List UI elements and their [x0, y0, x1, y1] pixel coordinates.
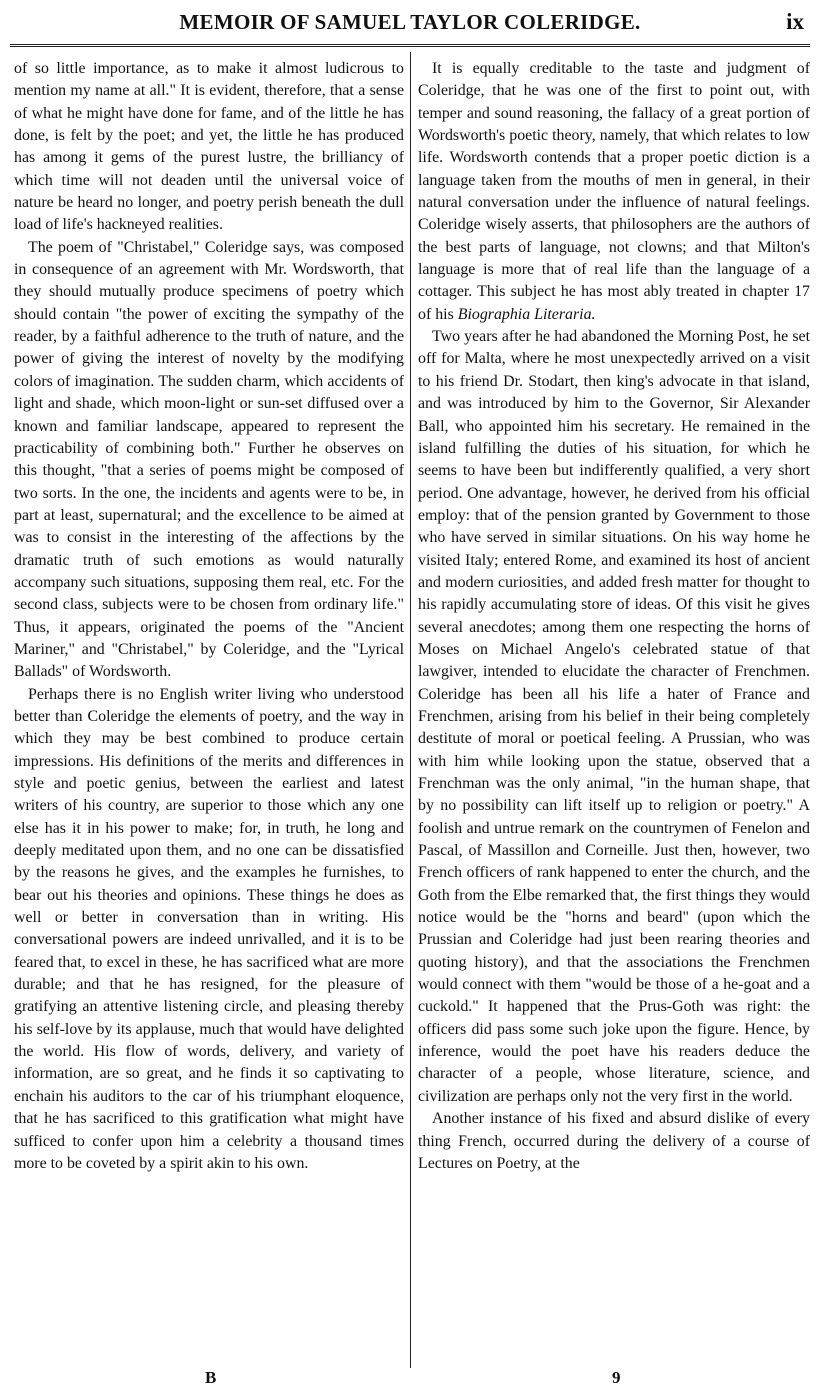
page-number: 9 [612, 1368, 621, 1387]
paragraph-dislike: Another instance of his fixed and absurd dislike of every thing French, occurred during the delivery of a course of Lectures on Poetry, at the [418, 1110, 810, 1172]
paragraph-christabel: The poem of "Christabel," Coleridge says, was composed in consequence of an agreement with Mr. Wordsworth, that they should mutually produce specimens of poetry which should contain "the power of exciting the sympathy of the reader, by a faithful adherence to the truth of nature, and the power of giving the interest of novelty by the modifying colors of imagination. The sudden charm, which accidents of light and shade, which moon-light or sun-set diffused over a known and familiar landscape, appeared to represent the practicability of combining both." Further he observes on this thought, "that a series of poems might be composed of two sorts. In the one, the incidents and agents were to be, in part at least, supernatural; and the excellence to be aimed at was to consist in the interesting of the affections by the dramatic truth of such emotions as would naturally accompany such situations, supposing them real, etc. For the second class, subjects were to be chosen from ordinary life." Thus, it appears, originated the poems of the "Ancient Mariner," and "Christabel," by Coleridge, and the "Lyrical Ballads" of Wordsworth. [14, 238, 404, 681]
column-divider [410, 52, 411, 1368]
paragraph-wordsworth-theory [418, 58, 810, 326]
right-column [418, 58, 810, 1368]
roman-page-number: ix [786, 9, 804, 34]
paragraph-text: It is equally creditable to the taste and judgment of Coleridge, that he was one of the first to point out, with temper and sound reasoning, the fallacy of a great portion of Wordsworth's poetic theory, namely, that which relates to low life. Wordsworth contends that a proper poetic diction is a language taken from the mouths of men in general, in their natural conversation under the influence of natural feelings. Coleridge wisely asserts, that philosophers are the authors of the best parts of language, not clowns; and that Milton's language is more that of real life than the language of a cottager. This subject he has most ably treated in chapter 17 of his [418, 60, 810, 323]
running-title: MEMOIR OF SAMUEL TAYLOR COLERIDGE. [179, 10, 641, 34]
header-rule [10, 44, 810, 47]
book-title-italic: Biographia Literaria. [457, 305, 596, 323]
signature-mark: B [205, 1368, 217, 1387]
paragraph-continued: of so little importance, as to make it almost ludicrous to mention my name at all." It is evident, therefore, that a sense of what he might have done for fame, and of the little he has done, is felt by the poet; and yet, the little he has produced has among it gems of the purest lustre, the brilliancy of which time will not deaden until the universal voice of nature be heard no longer, and poetry perish beneath the dull load of life's hackneyed realities. [14, 60, 404, 234]
page-footer [0, 1364, 820, 1394]
paragraph-english-writer: Perhaps there is no English writer living who understood better than Coleridge the elements of poetry, and the way in which they may be best combined to produce certain impressions. His definitions of the merits and differences in style and poetic genius, between the earliest and latest writers of his country, are superior to those which any one else has it in his power to make; for, in truth, he long and deeply meditated upon them, and no one can be dissatisfied by the reasons he gives, and the examples he furnishes, to bear out his theories and opinions. These things he does as well or better in conversation than in writing. His conversational powers are indeed unrivalled, and it is to be feared that, to excel in these, he has sacrificed what are more durable; and that he has resigned, for the pleasure of gratifying an attentive listening circle, and pleasing thereby his self-love by its applause, much that would have delighted the world. His flow of words, delivery, and variety of information, are so great, and he finds it so captivating to enchain his auditors to the car of his triumphant eloquence, that he has sacrificed to this gratification what might have sufficed to confer upon him a celebrity a thousand times more to be coveted by a spirit akin to his own. [14, 685, 404, 1172]
paragraph-malta: Two years after he had abandoned the Morning Post, he set off for Malta, where he most unexpectedly arrived on a visit to his friend Dr. Stodart, then king's advocate in that island, and was introduced by him to the Governor, Sir Alexander Ball, who appointed him his secretary. He remained in the island fulfilling the duties of his situation, for which he seems to have been but indifferently qualified, a very short period. One advantage, however, he derived from his official employ: that of the pension granted by Government to those who have served in similar situations. On his way home he visited Italy; entered Rome, and examined its host of ancient and modern curiosities, and added fresh matter for thought to his rapidly accumulating store of ideas. Of this visit he gives several anecdotes; among them one respecting the horns of Moses on Michael Angelo's celebrated statue of that lawgiver, intended to elucidate the character of Frenchmen. Coleridge has been all his life a hater of France and Frenchmen, arising from his belief in their being completely destitute of moral or poetical feeling. A Prussian, who was with him while looking upon the statue, observed that a Frenchman was the only animal, "in the human shape, that by no possibility can lift itself up to religion or poetry." A foolish and untrue remark on the countrymen of Fenelon and Pascal, of Massillon and Corneille. Just then, however, two French officers of rank happened to enter the church, and the Goth from the Elbe remarked that, the first things they would notice would be the "horns and beard" (upon which the Prussian and Coleridge had just been rearing theories and quoting history), and that the associations the Frenchmen would connect with them "would be those of a he-goat and a cuckold." It happened that the Prus-Goth was right: the officers did pass some such joke upon the figure. Hence, by inference, would the poet have his readers deduce the character of a people, whose literature, science, and civilization are perhaps only not the very first in the world. [418, 328, 810, 1105]
left-column [14, 58, 404, 1368]
running-header [10, 6, 810, 46]
